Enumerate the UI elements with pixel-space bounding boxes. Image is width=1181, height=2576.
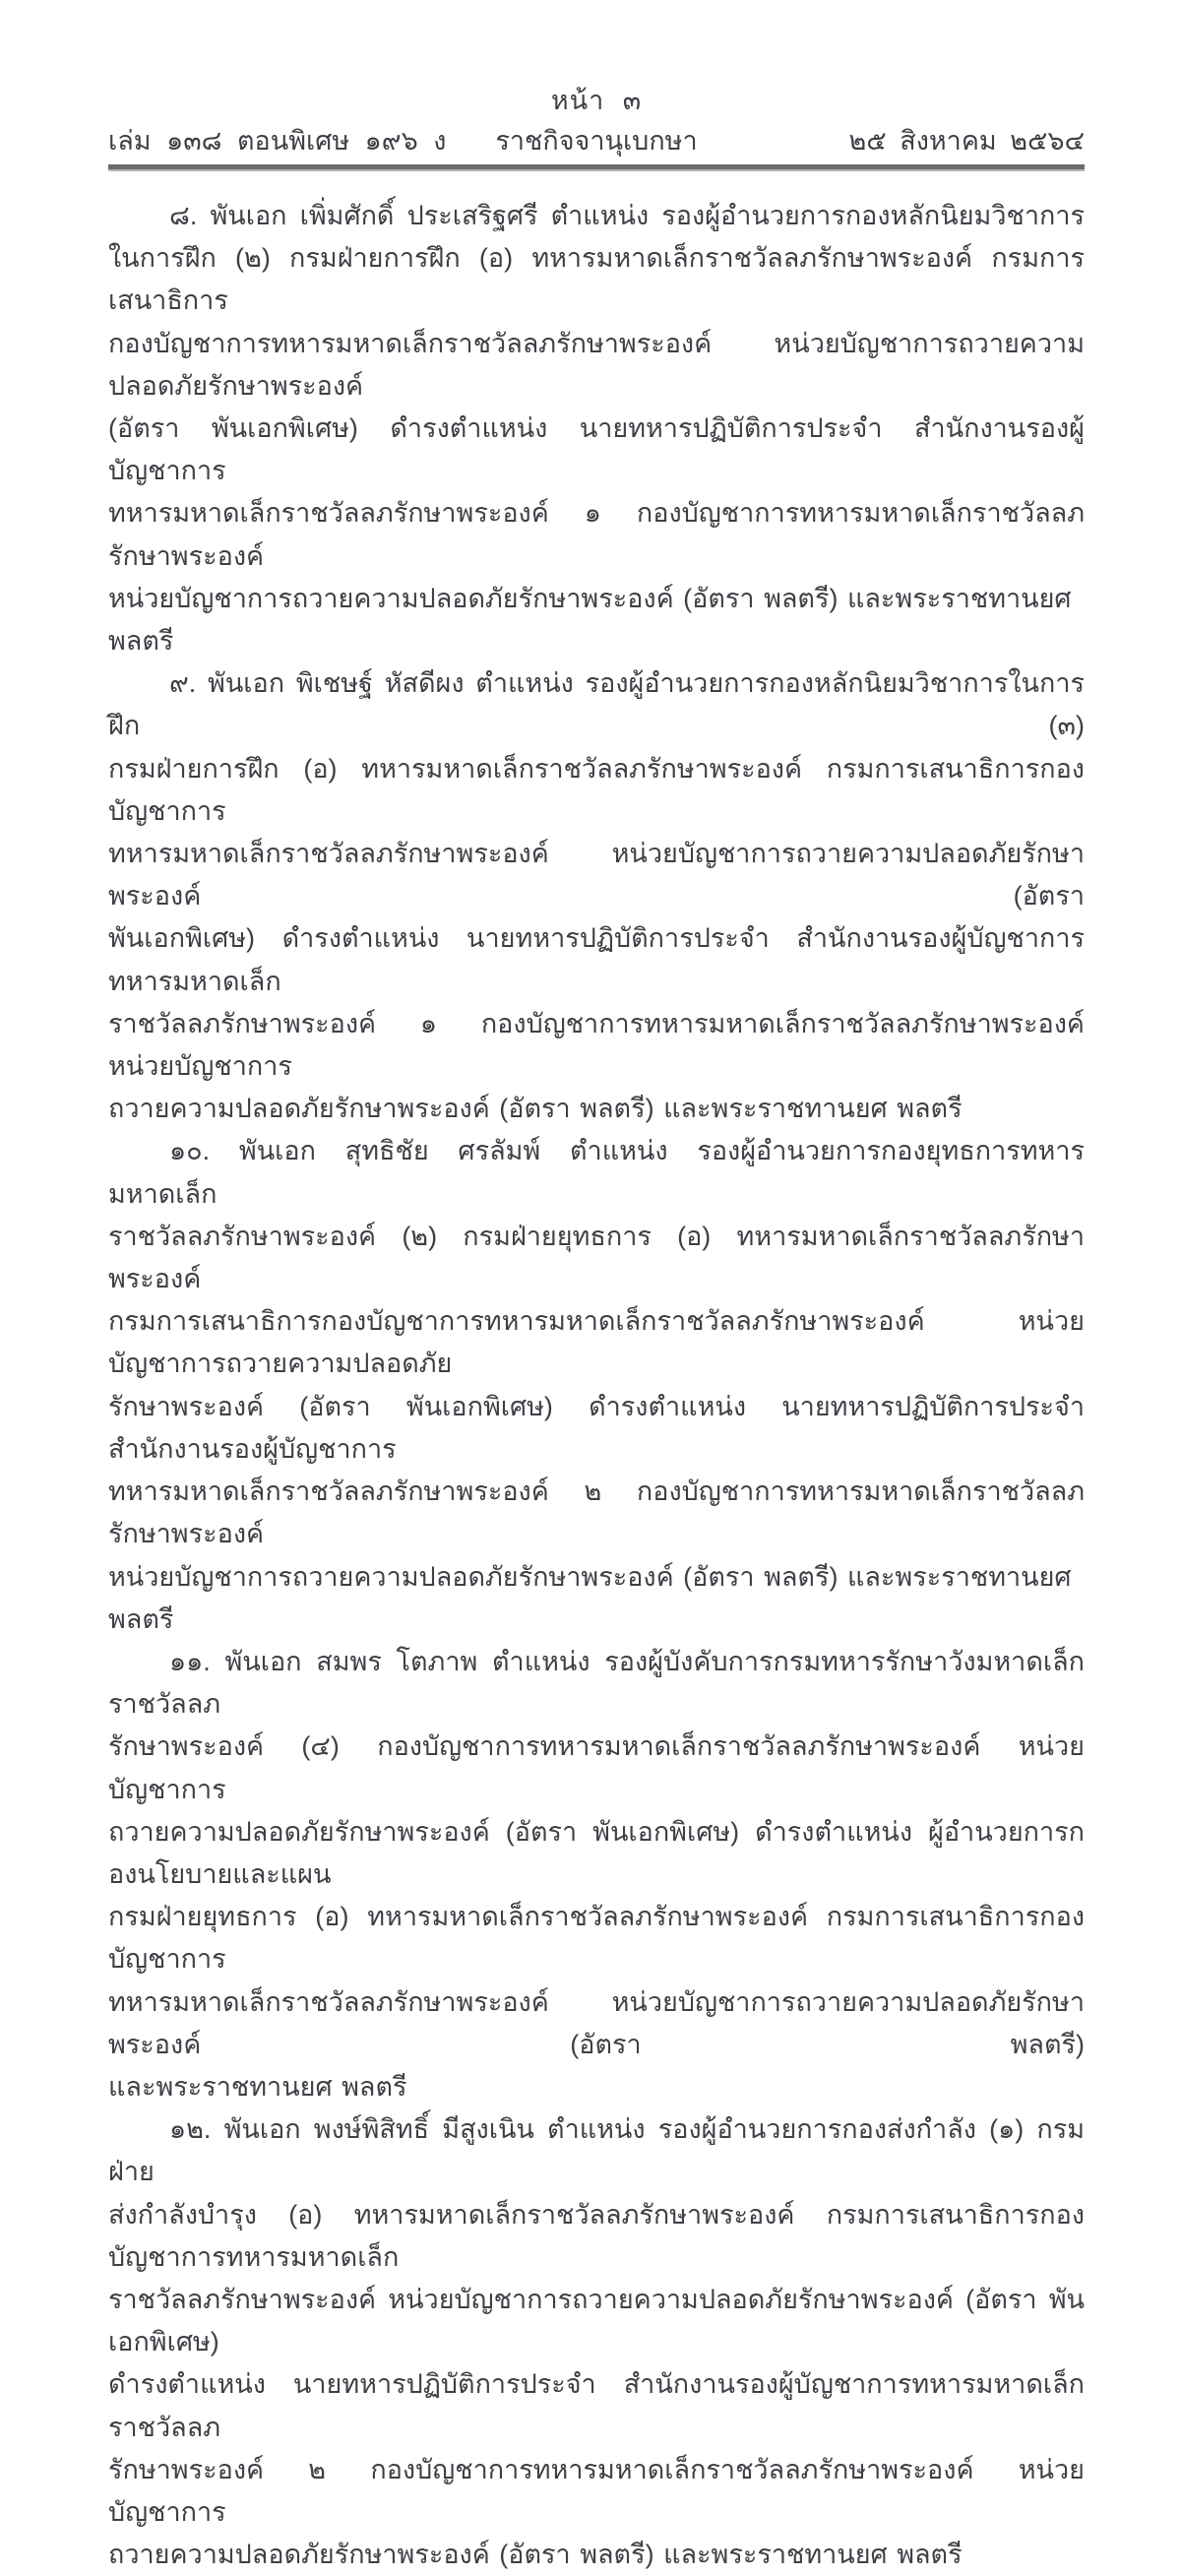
text-line: ๑๒. พันเอก พงษ์พิสิทธิ์ มีสูงเนิน ตำแหน่ง รองผู้อำนวยการกองส่งกำลัง (๑) กรมฝ่าย xyxy=(108,2114,1085,2187)
text-line: รักษาพระองค์ (อัตรา พันเอกพิเศษ) ดำรงตำแหน่ง นายทหารปฏิบัติการประจำ สำนักงานรองผู้บัญชาการ xyxy=(108,1391,1085,1464)
text-line: กองบัญชาการทหารมหาดเล็กราชวัลลภรักษาพระองค์ หน่วยบัญชาการถวายความปลอดภัยรักษาพระองค์ xyxy=(108,328,1085,401)
masthead xyxy=(108,124,1085,157)
text-line: ทหารมหาดเล็กราชวัลลภรักษาพระองค์ ๑ กองบัญชาการทหารมหาดเล็กราชวัลลภรักษาพระองค์ xyxy=(108,498,1085,571)
text-line: ทหารมหาดเล็กราชวัลลภรักษาพระองค์ หน่วยบัญชาการถวายความปลอดภัยรักษาพระองค์ (อัตรา พลตรี) xyxy=(108,1986,1085,2059)
gazette-paragraph-11 xyxy=(108,1641,1085,2108)
text-line: หน่วยบัญชาการถวายความปลอดภัยรักษาพระองค์ (อัตรา พลตรี) และพระราชทานยศ พลตรี xyxy=(108,583,1072,657)
document-body xyxy=(108,195,1085,2576)
text-line: ๘. พันเอก เพิ่มศักดิ์ ประเสริฐศรี ตำแหน่ง รองผู้อำนวยการกองหลักนิยมวิชาการ xyxy=(169,201,1085,230)
text-line: ในการฝึก (๒) กรมฝ่ายการฝึก (อ) ทหารมหาดเล็กราชวัลลภรักษาพระองค์ กรมการเสนาธิการ xyxy=(108,243,1085,316)
text-line: รักษาพระองค์ (๔) กองบัญชาการทหารมหาดเล็กราชวัลลภรักษาพระองค์ หน่วยบัญชาการ xyxy=(108,1731,1085,1804)
volume-issue-label: เล่ม ๑๓๘ ตอนพิเศษ ๑๙๖ ง xyxy=(108,126,447,156)
issue-date: ๒๕ สิงหาคม ๒๕๖๔ xyxy=(848,126,1086,156)
text-line: ทหารมหาดเล็กราชวัลลภรักษาพระองค์ หน่วยบัญชาการถวายความปลอดภัยรักษาพระองค์ (อัตรา xyxy=(108,839,1085,911)
text-line: กรมฝ่ายยุทธการ (อ) ทหารมหาดเล็กราชวัลลภรักษาพระองค์ กรมการเสนาธิการกองบัญชาการ xyxy=(108,1902,1085,1975)
gazette-title: ราชกิจจานุเบกษา xyxy=(495,126,698,156)
text-line: ราชวัลลภรักษาพระองค์ ๑ กองบัญชาการทหารมหาดเล็กราชวัลลภรักษาพระองค์ หน่วยบัญชาการ xyxy=(108,1008,1085,1082)
text-line: (อัตรา พันเอกพิเศษ) ดำรงตำแหน่ง นายทหารปฏิบัติการประจำ สำนักงานรองผู้บัญชาการ xyxy=(108,413,1085,486)
text-line: รักษาพระองค์ ๒ กองบัญชาการทหารมหาดเล็กราชวัลลภรักษาพระองค์ หน่วยบัญชาการ xyxy=(108,2454,1085,2527)
text-line: กรมการเสนาธิการกองบัญชาการทหารมหาดเล็กราชวัลลภรักษาพระองค์ หน่วยบัญชาการถวายความปลอดภัย xyxy=(108,1306,1085,1379)
text-line: กรมฝ่ายการฝึก (อ) ทหารมหาดเล็กราชวัลลภรักษาพระองค์ กรมการเสนาธิการกองบัญชาการ xyxy=(108,753,1085,826)
text-line: ถวายความปลอดภัยรักษาพระองค์ (อัตรา พลตรี) และพระราชทานยศ พลตรี xyxy=(108,2540,963,2570)
text-line: หน่วยบัญชาการถวายความปลอดภัยรักษาพระองค์ (อัตรา พลตรี) และพระราชทานยศ พลตรี xyxy=(108,1561,1072,1634)
text-line: ๙. พันเอก พิเชษฐ์ หัสดีผง ตำแหน่ง รองผู้อำนวยการกองหลักนิยมวิชาการในการฝึก (๓) xyxy=(108,668,1085,741)
text-line: ถวายความปลอดภัยรักษาพระองค์ (อัตรา พลตรี) และพระราชทานยศ พลตรี xyxy=(108,1094,963,1124)
gazette-paragraph-12 xyxy=(108,2108,1085,2576)
text-line: ราชวัลลภรักษาพระองค์ หน่วยบัญชาการถวายความปลอดภัยรักษาพระองค์ (อัตรา พันเอกพิเศษ) xyxy=(108,2284,1085,2357)
text-line: ส่งกำลังบำรุง (อ) ทหารมหาดเล็กราชวัลลภรักษาพระองค์ กรมการเสนาธิการกองบัญชาการทหารมหาดเล็ก xyxy=(108,2199,1085,2272)
page-content xyxy=(108,0,1085,2576)
gazette-paragraph-8 xyxy=(108,195,1085,662)
page-number-label: หน้า ๓ xyxy=(550,86,643,115)
gazette-paragraph-10 xyxy=(108,1130,1085,1640)
text-line: ๑๑. พันเอก สมพร โตภาพ ตำแหน่ง รองผู้บังคับการกรมทหารรักษาวังมหาดเล็กราชวัลลภ xyxy=(108,1646,1085,1720)
text-line: ๑๐. พันเอก สุทธิชัย ศรลัมพ์ ตำแหน่ง รองผู้อำนวยการกองยุทธการทหารมหาดเล็ก xyxy=(108,1136,1085,1209)
text-line: ราชวัลลภรักษาพระองค์ (๒) กรมฝ่ายยุทธการ (อ) ทหารมหาดเล็กราชวัลลภรักษาพระองค์ xyxy=(108,1221,1085,1294)
text-line: ดำรงตำแหน่ง นายทหารปฏิบัติการประจำ สำนักงานรองผู้บัญชาการทหารมหาดเล็กราชวัลลภ xyxy=(108,2369,1085,2442)
text-line: ทหารมหาดเล็กราชวัลลภรักษาพระองค์ ๒ กองบัญชาการทหารมหาดเล็กราชวัลลภรักษาพระองค์ xyxy=(108,1476,1085,1549)
text-line: ถวายความปลอดภัยรักษาพระองค์ (อัตรา พันเอกพิเศษ) ดำรงตำแหน่ง ผู้อำนวยการกองนโยบายและแผน xyxy=(108,1816,1085,1889)
text-line: พันเอกพิเศษ) ดำรงตำแหน่ง นายทหารปฏิบัติการประจำ สำนักงานรองผู้บัญชาการทหารมหาดเล็ก xyxy=(108,923,1085,996)
gazette-paragraph-9 xyxy=(108,662,1085,1130)
text-line: และพระราชทานยศ พลตรี xyxy=(108,2071,407,2102)
header-rule xyxy=(108,164,1085,171)
